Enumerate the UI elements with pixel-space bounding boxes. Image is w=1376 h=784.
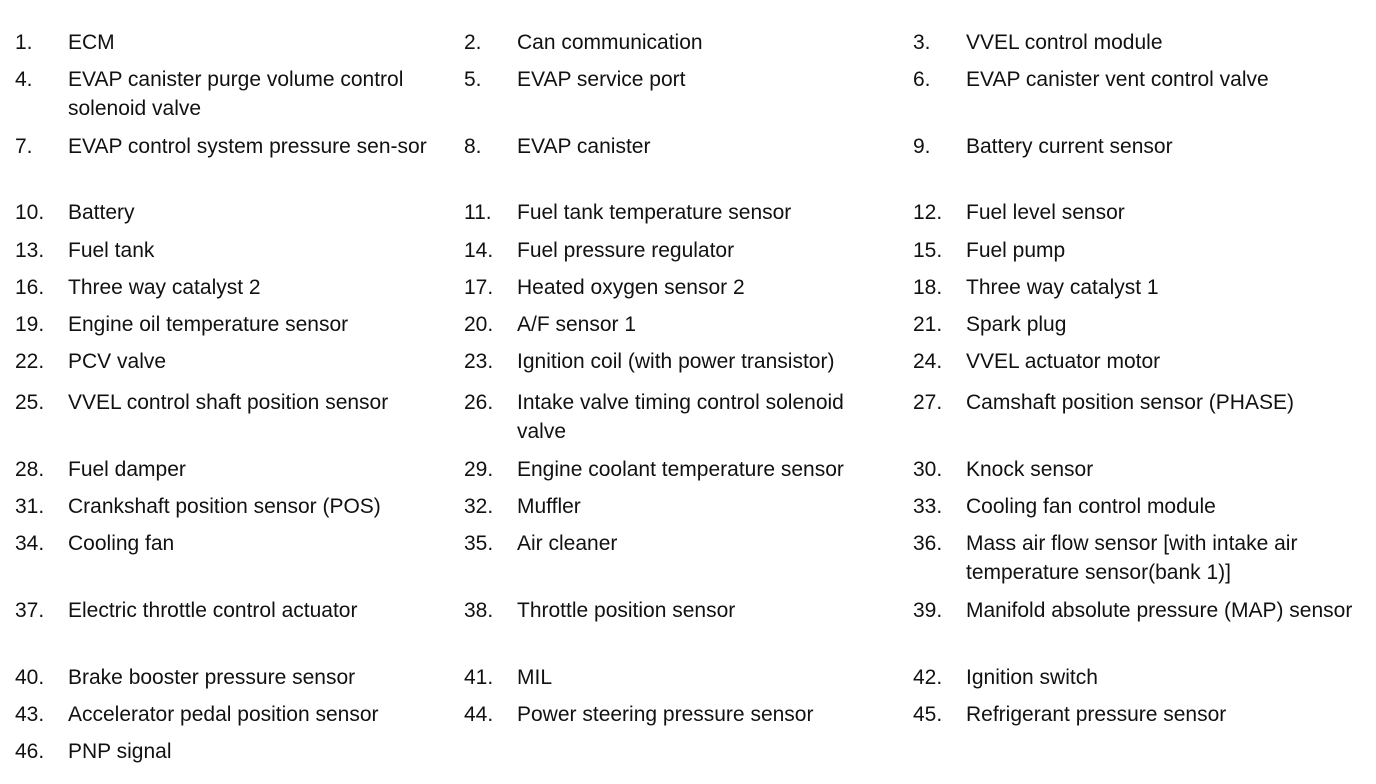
- item-number: 29.: [464, 458, 494, 481]
- item-label: Fuel tank: [68, 239, 155, 262]
- item-number: 16.: [15, 276, 45, 299]
- item-number: 22.: [15, 350, 45, 373]
- item-label: Cooling fan: [68, 532, 175, 555]
- item-label: Intake valve timing control solenoid valve: [517, 391, 844, 443]
- item-label: EVAP canister vent control valve: [966, 68, 1269, 91]
- item-label: Fuel damper: [68, 458, 186, 481]
- item-number: 6.: [913, 68, 931, 91]
- item-number: 44.: [464, 703, 494, 726]
- item-label: VVEL control module: [966, 31, 1163, 54]
- item-number: 18.: [913, 276, 943, 299]
- item-label: EVAP control system pressure sen-sor: [68, 135, 427, 158]
- item-number: 42.: [913, 666, 943, 689]
- item-label: Ignition switch: [966, 666, 1098, 689]
- item-number: 28.: [15, 458, 45, 481]
- item-label: Cooling fan control module: [966, 495, 1216, 518]
- item-number: 25.: [15, 391, 45, 414]
- item-number: 43.: [15, 703, 45, 726]
- item-number: 21.: [913, 313, 943, 336]
- item-number: 39.: [913, 599, 943, 622]
- item-number: 34.: [15, 532, 45, 555]
- item-number: 14.: [464, 239, 494, 262]
- item-label: Camshaft position sensor (PHASE): [966, 391, 1294, 414]
- item-label: Knock sensor: [966, 458, 1094, 481]
- item-label: Spark plug: [966, 313, 1067, 336]
- item-label: PCV valve: [68, 350, 167, 373]
- item-number: 5.: [464, 68, 482, 91]
- item-number: 19.: [15, 313, 45, 336]
- item-label: Throttle position sensor: [517, 599, 736, 622]
- item-number: 38.: [464, 599, 494, 622]
- item-label: EVAP service port: [517, 68, 686, 91]
- item-label: Battery: [68, 201, 135, 224]
- item-number: 9.: [913, 135, 931, 158]
- item-label: MIL: [517, 666, 553, 689]
- item-number: 8.: [464, 135, 482, 158]
- item-number: 20.: [464, 313, 494, 336]
- item-label: EVAP canister purge volume control solenoid valve: [68, 68, 404, 120]
- item-label: Battery current sensor: [966, 135, 1173, 158]
- item-label: Fuel pressure regulator: [517, 239, 735, 262]
- item-label: VVEL control shaft position sensor: [68, 391, 389, 414]
- item-label: Muffler: [517, 495, 581, 518]
- item-label: PNP signal: [68, 740, 172, 763]
- item-number: 26.: [464, 391, 494, 414]
- item-label: Mass air flow sensor [with intake air temperature sensor(bank 1)]: [966, 532, 1298, 584]
- item-label: Manifold absolute pressure (MAP) sensor: [966, 599, 1353, 622]
- item-number: 41.: [464, 666, 494, 689]
- item-label: Fuel tank temperature sensor: [517, 201, 792, 224]
- item-number: 46.: [15, 740, 45, 763]
- item-number: 1.: [15, 31, 33, 54]
- item-number: 24.: [913, 350, 943, 373]
- item-label: Refrigerant pressure sensor: [966, 703, 1227, 726]
- item-label: Ignition coil (with power transistor): [517, 350, 835, 373]
- item-number: 11.: [464, 201, 492, 224]
- item-number: 30.: [913, 458, 943, 481]
- item-number: 2.: [464, 31, 482, 54]
- item-label: Power steering pressure sensor: [517, 703, 814, 726]
- item-label: EVAP canister: [517, 135, 651, 158]
- item-number: 12.: [913, 201, 943, 224]
- item-label: Fuel pump: [966, 239, 1066, 262]
- item-number: 15.: [913, 239, 943, 262]
- item-number: 36.: [913, 532, 943, 555]
- item-number: 37.: [15, 599, 45, 622]
- item-number: 40.: [15, 666, 45, 689]
- item-number: 27.: [913, 391, 943, 414]
- item-number: 13.: [15, 239, 45, 262]
- item-number: 10.: [15, 201, 45, 224]
- item-label: Accelerator pedal position sensor: [68, 703, 379, 726]
- item-number: 35.: [464, 532, 494, 555]
- item-label: Fuel level sensor: [966, 201, 1125, 224]
- item-number: 31.: [15, 495, 45, 518]
- item-label: Crankshaft position sensor (POS): [68, 495, 381, 518]
- item-label: VVEL actuator motor: [966, 350, 1161, 373]
- item-label: Brake booster pressure sensor: [68, 666, 356, 689]
- item-label: Three way catalyst 2: [68, 276, 261, 299]
- item-label: Heated oxygen sensor 2: [517, 276, 745, 299]
- item-label: Can communication: [517, 31, 703, 54]
- item-number: 4.: [15, 68, 33, 91]
- item-label: Air cleaner: [517, 532, 618, 555]
- item-number: 3.: [913, 31, 931, 54]
- item-number: 32.: [464, 495, 494, 518]
- item-label: Three way catalyst 1: [966, 276, 1159, 299]
- item-number: 7.: [15, 135, 33, 158]
- item-label: Electric throttle control actuator: [68, 599, 358, 622]
- item-label: A/F sensor 1: [517, 313, 637, 336]
- item-label: Engine coolant temperature sensor: [517, 458, 844, 481]
- item-label: Engine oil temperature sensor: [68, 313, 349, 336]
- item-number: 33.: [913, 495, 943, 518]
- item-label: ECM: [68, 31, 115, 54]
- item-number: 17.: [464, 276, 494, 299]
- item-number: 45.: [913, 703, 943, 726]
- item-number: 23.: [464, 350, 494, 373]
